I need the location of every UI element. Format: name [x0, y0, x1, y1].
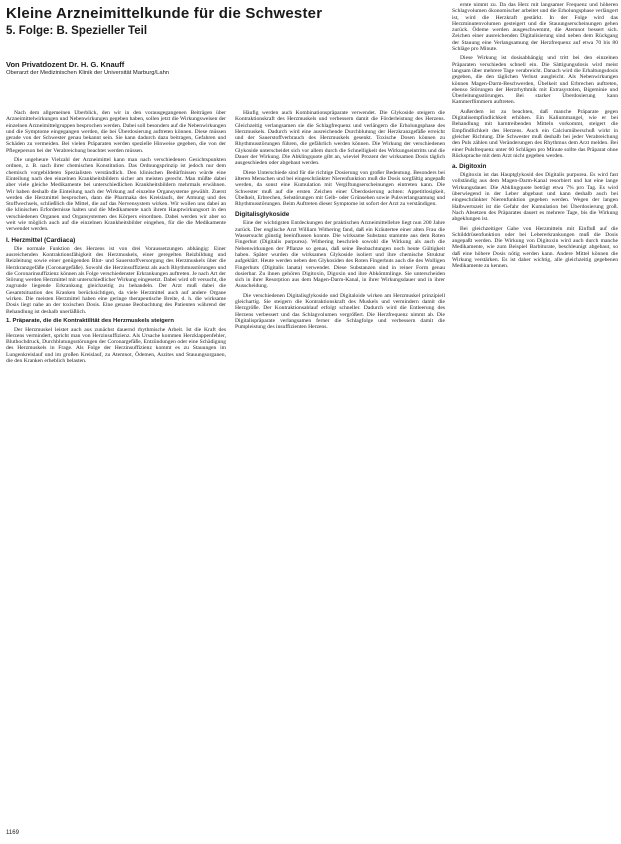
paragraph: Außerdem ist zu beachten, daß manche Präparate gegen Digitalisempfindlichkeit erhöhen. Ein Kaliummangel, wie er bei Behandlung mit harntreibenden Mitteln vorkommt, steigert die Empfindlichkeit des Herzens. Auch ein Calciumüberschuß wirkt in gleicher Richtung. Die Schwester muß deshalb bei jeder Verabreichung den Puls zählen und Veränderungen des Rhythmus dem Arzt melden. Bei einer Pulsfrequenz unter 60 Schlägen pro Minute sollte das Präparat ohne Rücksprache mit dem Arzt nicht gegeben werden.: [452, 108, 618, 159]
paragraph: Bei gleichzeitiger Gabe von Herzmitteln mit Einfluß auf die Schilddrüsenfunktion oder bei Lebererkrankungen muß die Dosis angepaßt werden. Die Wirkung von Digitoxin wird auch durch manche Medikamente, wie zum Beispiel Barbiturate, beschleunigt abgebaut, so daß eine höhere Dosis nötig werden kann. Andere Mittel können die Wirkung verstärken. Es ist daher wichtig, alle gleichzeitig gegebenen Medikamente zu kennen.: [452, 225, 618, 270]
paragraph: Diese Wirkung ist dosisabhängig und tritt bei den einzelnen Präparaten verschieden schnell ein. Die Sättigungsdosis wird meist langsam über mehrere Tage verabreicht. Danach wird die Erhaltungsdosis gegeben, die den täglichen Verlust ausgleicht. Als Nebenwirkungen können Magen-Darm-Beschwerden, Übelkeit und Erbrechen auftreten, ebenso Störungen der Herzrhythmik mit Extrasystolen, Bigeminie und Überleitungsstörungen. Bei starker Überdosierung kann Kammerflimmern auftreten.: [452, 55, 618, 106]
article-affiliation: Oberarzt der Medizinischen Klinik der Universität Marburg/Lahn: [6, 70, 170, 76]
article-subtitle: 5. Folge: B. Spezieller Teil: [6, 25, 148, 37]
paragraph: Die normale Funktion des Herzens ist von drei Voraussetzungen abhängig: Einer ausreichenden Kontraktionsfähigkeit des Herzmuskels, einer geregelten Reizbildung und Reizleitung sowie einer genügenden Blut- und Sauerstoffversorgung des Herzmuskels über die Herzkranzgefäße (Coronargefäße). Sowohl die Herzinsuffizienz als auch Rhythmusstörungen und die Coronarinsuffizienz können als Folge verschiedenster Erkrankungen auftreten. Je nach Art der Störung werden Herzmittel mit unterschiedlicher Wirkung eingesetzt. Dabei wird oft versucht, die zugrunde liegende Erkrankung gleichzeitig zu behandeln. Der Arzt muß dabei die Gesamtsituation des Kranken berücksichtigen, da viele Herzmittel auch auf andere Organe wirken. Die meisten Herzmittel haben eine geringe therapeutische Breite, d. h. die wirksame Dosis liegt nahe an der toxischen Dosis. Eine genaue Beobachtung des Patienten während der Behandlung ist deshalb unerläßlich.: [6, 245, 226, 315]
paragraph: Eine der wichtigsten Entdeckungen der praktischen Arzneimittellehre liegt nun 200 Jahre zurück. Der englische Arzt William Withering fand, daß ein Kräutertee einer alten Frau die Wassersucht günstig beeinflussen konnte. Die wirksame Substanz stammte aus dem Roten Fingerhut (Digitalis purpurea). Withering beschrieb sowohl die Wirkung als auch die Nebenwirkungen der Pflanze so genau, daß seine Beobachtungen noch heute Gültigkeit haben. Später wurden die wirksamen Glykoside isoliert und ihre chemische Struktur aufgeklärt. Heute werden neben den Glykosiden des Roten Fingerhuts auch die des Wolligen Fingerhuts (Digitalis lanata) verwendet. Diese Substanzen sind in reiner Form genau dosierbar. Zu ihnen gehören Digitoxin, Digoxin und ihre Abkömmlinge. Sie unterscheiden sich in ihrer Resorption aus dem Magen-Darm-Kanal, in ihrer Wirkungsdauer und in ihrer Ausscheidung.: [235, 220, 445, 290]
paragraph: Nach dem allgemeinen Überblick, den wir in den vorausgegangenen Beiträgen über Arzneimittelwirkungen und Nebenwirkungen gegeben haben, sollen jetzt die Wirkungsweisen der einzelnen Arzneimittelgruppen besprochen werden. Dabei soll besonders auf die Nebenwirkungen und die Symptome eingegangen werden, die bei Überdosierung auftreten können. Diese müssen gerade von der Schwester genau bekannt sein. Sie kann dadurch dazu beitragen, Gefahren und Schäden zu vermeiden. Bei vielen Präparaten werden spezielle Hinweise gegeben, die von der Pflegeperson bei der Verabreichung beachtet werden müssen.: [6, 110, 226, 154]
article-title: Kleine Arzneimittelkunde für die Schwester: [6, 5, 323, 22]
section-heading: Digitalisglykoside: [235, 211, 290, 219]
text-column-1: [6, 110, 226, 830]
section-heading: I. Herzmittel (Cardiaca): [6, 236, 76, 244]
article-author: Von Privatdozent Dr. H. G. Knauff: [6, 60, 125, 69]
text-column-3: [452, 2, 618, 834]
subsection-heading: 1. Präparate, die die Kontraktilität des Herzmuskels steigern: [6, 317, 174, 324]
paragraph: Der Herzmuskel leistet auch aus zunächst dauernd rhythmische Arbeit. Ist die Kraft des Herzens vermindert, spricht man von Herzinsuffizienz. Als Ursache kommen Herzklappenfehler, Bluthochdruck, Durchblutungsstörungen der Coronargefäße, Entzündungen oder eine Schädigung des Herzmuskels in Frage. Als Folge der Herzinsuffizienz kommt es zu Stauungen im Lungenkreislauf und im großen Kreislauf, zu Atemnot, Ödemen, Aszites und Stauungsorganen, die den Kranken erheblich belasten.: [6, 326, 226, 364]
text-column-2: [235, 110, 445, 830]
paragraph: Häufig werden auch Kombinationspräparate verwendet. Die Glykoside steigern die Kontraktionskraft des Herzmuskels und verbessern damit die Förderleistung des Herzens. Gleichzeitig verlangsamen sie die Schlagfrequenz und verlängern die Erholungsphase des Herzmuskels. Dadurch wird eine ausreichende Durchblutung der Herzkranzgefäße erreicht und der Sauerstoffverbrauch des Herzmuskels gesenkt. Toxische Dosen können zu Rhythmusstörungen führen, die gefährlich werden können. Die Wirkung der verschiedenen Glykoside unterscheidet sich vor allem durch die Schnelligkeit des Wirkungseintritts und die Dauer der Wirkung. Die Abklingquote gibt an, wieviel Prozent der wirksamen Dosis täglich ausgeschieden oder abgebaut werden.: [235, 110, 445, 167]
paragraph: Digitoxin ist das Hauptglykosid des Digitalis purpurea. Es wird fast vollständig aus dem Magen-Darm-Kanal resorbiert und hat eine lange Wirkungsdauer. Die Abklingquote beträgt etwa 7% pro Tag. Es wird überwiegend in der Leber abgebaut und kann deshalb auch bei eingeschränkter Nierenfunktion gegeben werden. Wegen der langen Halbwertszeit ist die Gefahr der Kumulation bei Überdosierung groß. Nach Absetzen des Präparates dauert es mehrere Tage, bis die Wirkung abgeklungen ist.: [452, 172, 618, 223]
paragraph: Diese Unterschiede sind für die richtige Dosierung von großer Bedeutung. Besonders bei älteren Menschen und bei eingeschränkter Nierenfunktion muß die Dosis sorgfältig angepaßt werden, da sonst eine Kumulation mit Vergiftungserscheinungen eintreten kann. Die Schwester muß auf die ersten Zeichen einer Überdosierung achten: Appetitlosigkeit, Übelkeit, Erbrechen, Sehstörungen mit Gelb- oder Grünsehen sowie Pulsverlangsamung und Rhythmusstörungen. Beim Auftreten dieser Symptome ist sofort der Arzt zu verständigen.: [235, 169, 445, 208]
page-number: 1169: [6, 830, 19, 836]
paragraph: Die ungeheure Vielzahl der Arzneimittel kann man nach verschiedenen Gesichtspunkten ordnen, z. B. nach ihrer chemischen Konstitution. Das Ordnungsprinzip ist jedoch nur dem chemisch vorgebildeten Spezialisten verständlich. Den klinischen Bedürfnissen würde eine Einteilung nach den einzelnen Krankheitsbildern sicher am meisten gerecht. Man müßte dabei aber viele gleiche Medikamente bei unterschiedlichen Krankheitsbildern mehrmals erwähnen. Wir haben deshalb die Einteilung nach der Wirkung auf einzelne Organsysteme gewählt. Zuerst werden die Herzmittel besprochen, dann die Pharmaka des Kreislaufs, der Atmung und des Stoffwechsels, schließlich die Mittel, die auf das Nervensystem wirken. Wir wollen uns dabei an die klinischen Erfordernisse halten und die Medikamente nach ihrem Hauptwirkungsort in den verschiedenen Organen und Organsystemen des Körpers einordnen. Dabei werden wir aber so weit wie möglich auch auf die einzelnen Krankheitsbilder eingehen, für die die Medikamente verwendet werden.: [6, 157, 226, 233]
paragraph: Die verschiedenen Digitalisglykoside und Digitaloide wirken am Herzmuskel prinzipiell gleichartig. Sie steigern die Kontraktionskraft des Muskels und vermindern damit die Herzgröße. Der Kontraktionsablauf erfolgt schneller. Dadurch wird die Entleerung des Herzens verbessert und das Schlagvolumen vergrößert. Die Herzfrequenz nimmt ab. Die Digitalispräparate verlangsamen ferner die Schlagfolge und verbessern damit die Pumpleistung des insuffizienten Herzens.: [235, 292, 445, 331]
section-heading: a. Digitoxin: [452, 163, 487, 171]
paragraph: ernte nimmt zu. Da das Herz mit langsamer Frequenz und höheren Schlagvolumen ökonomischer arbeitet und die Erholungsphase verlängert ist, wird die Herzkraft gestärkt. In der Folge wird das Herzminutenvolumen gesteigert und die Stauungserscheinungen gehen zurück. Ödeme werden ausgeschwemmt, die Atemnot bessert sich. Zeichen einer ausreichenden Digitalisierung sind neben dem Rückgang der Stauung eine Verlangsamung der Herzfrequenz auf etwa 70 bis 80 Schläge pro Minute.: [452, 2, 618, 53]
